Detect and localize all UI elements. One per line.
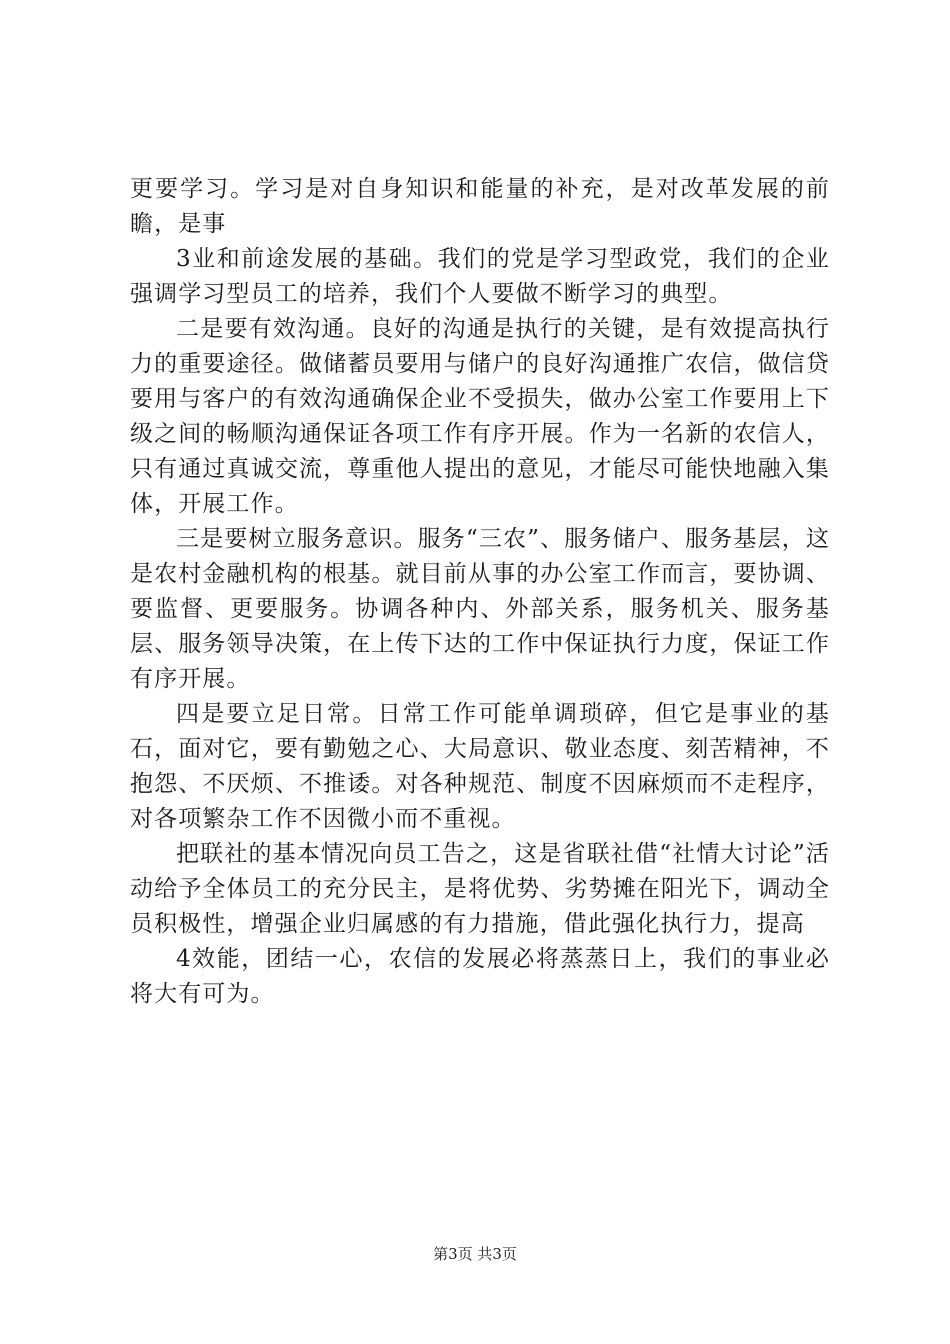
- paragraph-7: 4效能，团结一心，农信的发展必将蒸蒸日上，我们的事业必将大有可为。: [130, 946, 830, 1007]
- paragraph-1: 更要学习。学习是对自身知识和能量的补充，是对改革发展的前瞻，是事: [130, 176, 830, 237]
- paragraph-5: 四是要立足日常。日常工作可能单调琐碎，但它是事业的基石，面对它，要有勤勉之心、大局意识、敬业态度、刻苦精神，不抱怨、不厌烦、不推诿。对各种规范、制度不因麻烦而不走程序，对各项繁杂工作不因微小而不重视。: [130, 701, 830, 832]
- paragraph-4: 三是要树立服务意识。服务“三农”、服务储户、服务基层，这是农村金融机构的根基。就目前从事的办公室工作而言，要协调、要监督、更要服务。协调各种内、外部关系，服务机关、服务基层、服务领导决策，在上传下达的工作中保证执行力度，保证工作有序开展。: [130, 526, 830, 692]
- document-body: [130, 172, 830, 1012]
- paragraph-3: 二是要有效沟通。良好的沟通是执行的关键，是有效提高执行力的重要途径。做储蓄员要用与储户的良好沟通推广农信，做信贷要用与客户的有效沟通确保企业不受损失，做办公室工作要用上下级之间的畅顺沟通保证各项工作有序开展。作为一名新的农信人，只有通过真诚交流，尊重他人提出的意见，才能尽可能快地融入集体，开展工作。: [130, 316, 830, 517]
- paragraph-2: 3业和前途发展的基础。我们的党是学习型政党，我们的企业强调学习型员工的培养，我们个人要做不断学习的典型。: [130, 246, 830, 307]
- page-footer: 第3页 共3页: [433, 1245, 517, 1263]
- paragraph-6: 把联社的基本情况向员工告之，这是省联社借“社情大讨论”活动给予全体员工的充分民主，是将优势、劣势摊在阳光下，调动全员积极性，增强企业归属感的有力措施，借此强化执行力，提高: [130, 841, 830, 937]
